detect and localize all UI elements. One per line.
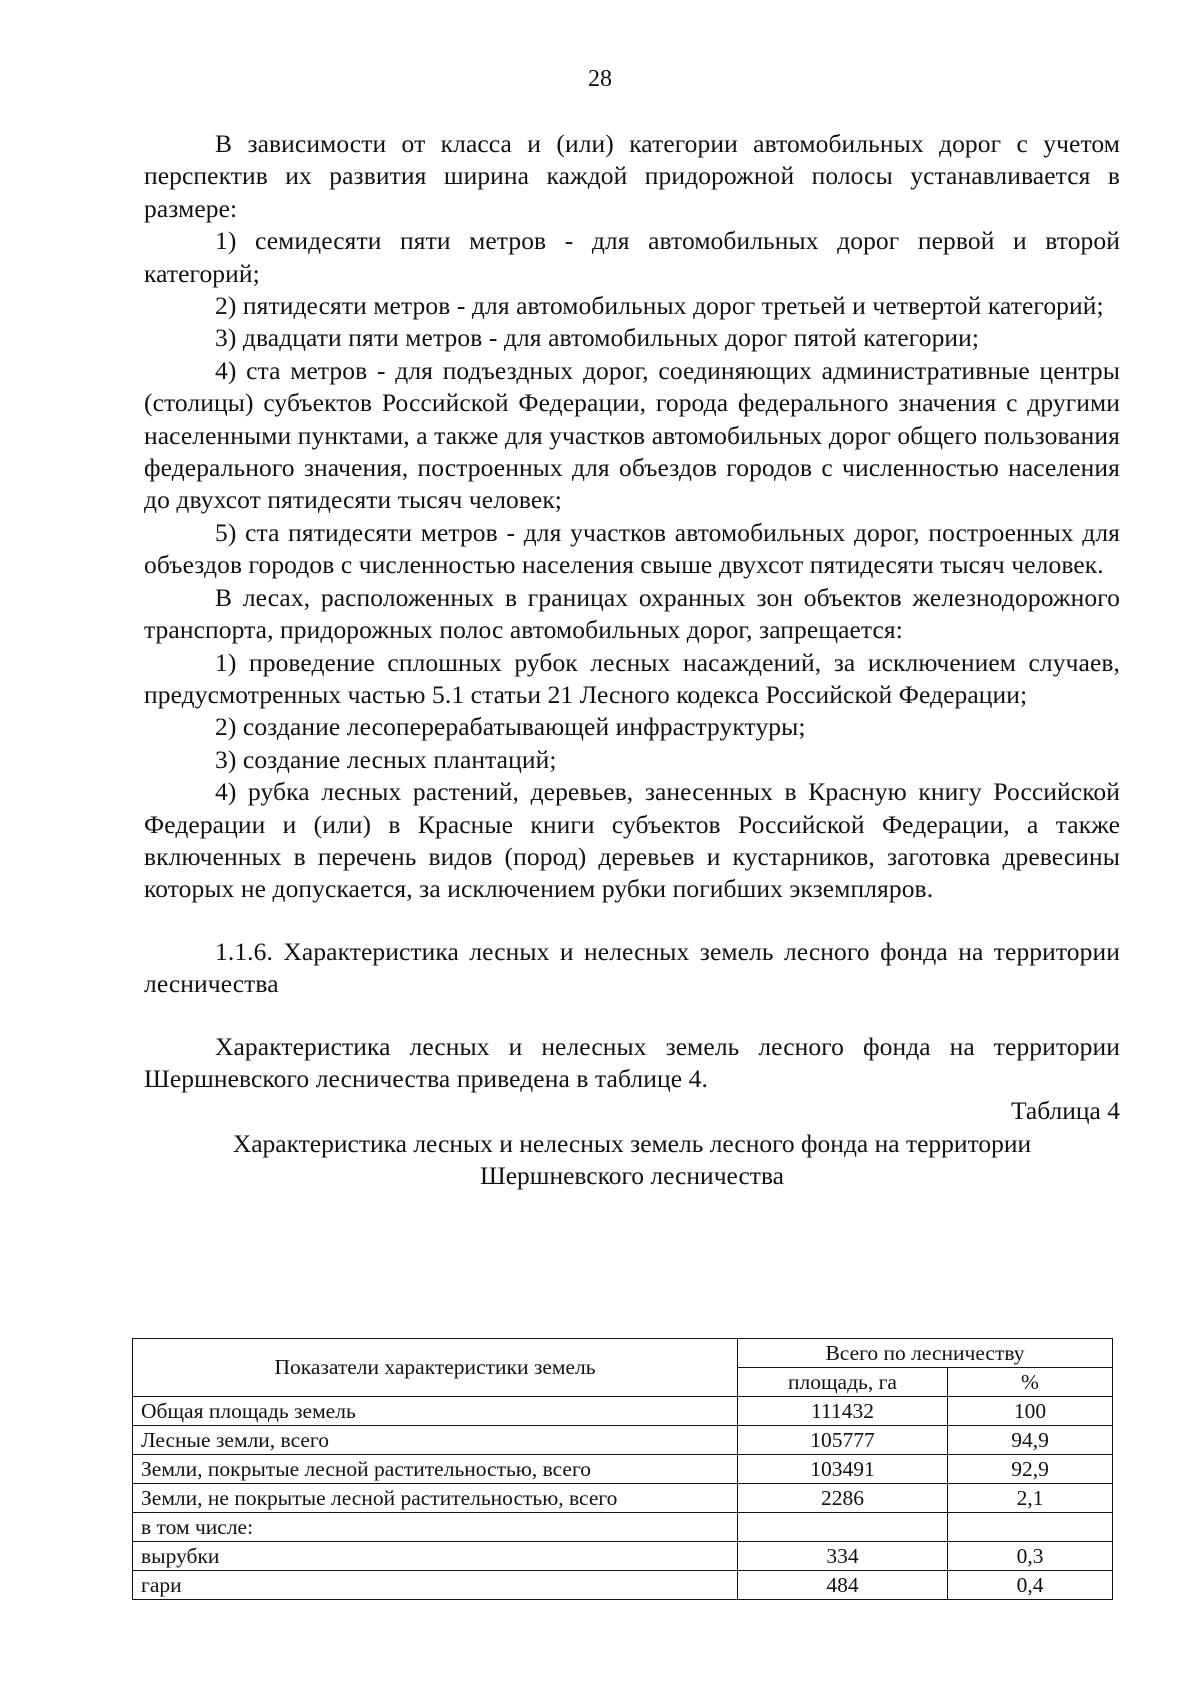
land-characteristics-table — [132, 1338, 1113, 1600]
list-item: 2) создание лесоперерабатывающей инфраструктуры; — [215, 712, 806, 742]
list-item: 4) рубка лесных растений, деревьев, занесенных в Красную книгу Российской Федерации и (или) в Красные книги субъектов Российской Федерации, а также включенных в перечень видов (пород) деревьев и кустарников, заготовка древесины которых не допускается, за исключением рубки погибших экземпляров. — [144, 777, 1120, 904]
row-area: 484 — [738, 1571, 948, 1600]
table-row — [133, 1484, 1113, 1513]
row-label: Общая площадь земель — [133, 1397, 738, 1426]
list-item: 1) семидесяти пяти метров - для автомобильных дорог первой и второй категорий; — [144, 226, 1120, 288]
row-label: в том числе: — [133, 1513, 738, 1542]
row-label: вырубки — [133, 1542, 738, 1571]
table-title: Характеристика лесных и нелесных земель лесного фонда на территории — [232, 1128, 1032, 1158]
row-percent: 100 — [948, 1397, 1113, 1426]
document-body — [144, 128, 1120, 1193]
section-heading: 1.1.6. Характеристика лесных и нелесных земель лесного фонда на территории лесничества — [144, 936, 1120, 999]
row-percent: 2,1 — [948, 1484, 1113, 1513]
row-percent: 92,9 — [948, 1455, 1113, 1484]
table-row — [133, 1426, 1113, 1455]
row-percent — [948, 1513, 1113, 1542]
row-label: Лесные земли, всего — [133, 1426, 738, 1455]
list-item: 3) создание лесных плантаций; — [215, 744, 557, 774]
table-row — [133, 1455, 1113, 1484]
table-row — [133, 1542, 1113, 1571]
row-percent: 94,9 — [948, 1426, 1113, 1455]
paragraph: В зависимости от класса и (или) категории автомобильных дорог с учетом перспектив их развития ширина каждой придорожной полосы устанавливается в размере: — [144, 129, 1120, 223]
row-percent: 0,3 — [948, 1542, 1113, 1571]
table-container — [132, 1338, 1112, 1600]
intro-paragraph: Характеристика лесных и нелесных земель лесного фонда на территории Шершневского лесничества приведена в таблице 4. — [144, 1031, 1120, 1093]
list-item: 1) проведение сплошных рубок лесных насаждений, за исключением случаев, предусмотренных частью 5.1 статьи 21 Лесного кодекса Российской Федерации; — [144, 647, 1120, 709]
row-area: 2286 — [738, 1484, 948, 1513]
list-item: 4) ста метров - для подъездных дорог, соединяющих административные центры (столицы) субъектов Российской Федерации, города федерального значения с другими населенными пунктами, а также для участков автомобильных дорог общего пользования федерального значения, построенных для объездов городов с численностью населения до двухсот пятидесяти тысяч человек; — [144, 355, 1120, 515]
row-area: 103491 — [738, 1455, 948, 1484]
table-row — [133, 1397, 1113, 1426]
header-total: Всего по лесничеству — [738, 1339, 1113, 1368]
row-area — [738, 1513, 948, 1542]
row-label: Земли, покрытые лесной растительностью, всего — [133, 1455, 738, 1484]
header-area: площадь, га — [738, 1368, 948, 1397]
list-item: 2) пятидесяти метров - для автомобильных дорог третьей и четвертой категорий; — [215, 291, 1104, 321]
paragraph: В лесах, расположенных в границах охранных зон объектов железнодорожного транспорта, придорожных полос автомобильных дорог, запрещается: — [144, 582, 1120, 645]
row-label: гари — [133, 1571, 738, 1600]
header-indicator: Показатели характеристики земель — [133, 1339, 738, 1397]
table-row — [133, 1571, 1113, 1600]
list-item: 3) двадцати пяти метров - для автомобильных дорог пятой категории; — [215, 323, 980, 353]
row-area: 334 — [738, 1542, 948, 1571]
page-number: 28 — [588, 66, 612, 92]
header-percent: % — [948, 1368, 1113, 1397]
row-area: 105777 — [738, 1426, 948, 1455]
row-percent: 0,4 — [948, 1571, 1113, 1600]
table-row — [133, 1513, 1113, 1542]
table-title: Шершневского лесничества — [480, 1161, 784, 1191]
list-item: 5) ста пятидесяти метров - для участков автомобильных дорог, построенных для объездов городов с численностью населения свыше двухсот пятидесяти тысяч человек. — [144, 517, 1120, 580]
table-header-row — [133, 1339, 1113, 1368]
row-label: Земли, не покрытые лесной растительностью, всего — [133, 1484, 738, 1513]
table-reference: Таблица 4 — [1010, 1096, 1120, 1126]
row-area: 111432 — [738, 1397, 948, 1426]
